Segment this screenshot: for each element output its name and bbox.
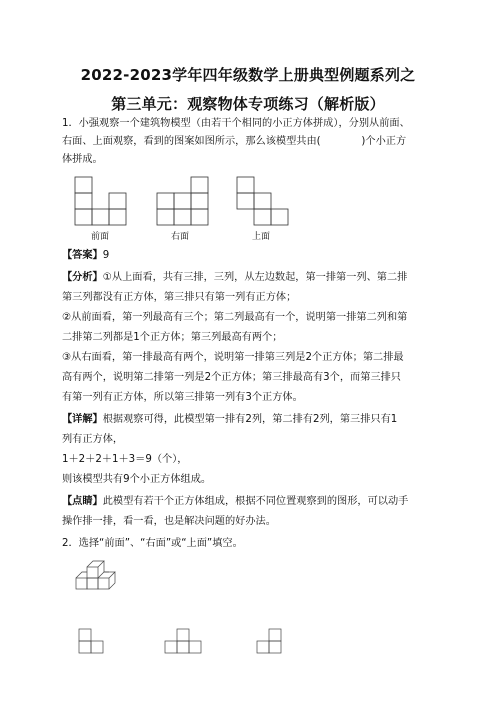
answer-tag: 【答案】 — [62, 250, 103, 261]
question-1-line-3: 体拼成。 — [62, 154, 103, 165]
tip-line-2: 操作排一排，看一看，也是解决问题的好办法。 — [62, 516, 276, 527]
top-view-caption: 上面 — [252, 232, 271, 242]
front-view-caption: 前面 — [91, 232, 110, 242]
right-view-caption: 右面 — [171, 232, 190, 242]
detail-tag: 【详解】 — [62, 414, 103, 425]
tip-text-1: 此模型有若干个正方体组成，根据不同位置观察到的图形，可以动手 — [102, 496, 409, 507]
detail-line-3: 1＋2＋2＋1＋3＝9（个）， — [62, 454, 188, 465]
tip-line-1 — [62, 493, 434, 510]
detail-line-2: 列有正方体， — [62, 434, 124, 445]
detail-text-1: 根据观察可得，此模型第一排有2列，第二排有2列，第三排只有1 — [102, 414, 398, 425]
question-2-line-1: 2．选择“前面”、“右面”或“上面”填空。 — [62, 538, 243, 549]
question-1-line-2: 右面、上面观察，看到的图案如图所示，那么该模型共由( )个小正方 — [62, 136, 407, 147]
analysis-line-5: ③从右面看，第一排最高有两个，说明第一排第三列是2个正方体；第二排最 — [62, 352, 404, 363]
view-option-c-figure — [256, 628, 296, 656]
analysis-tag: 【分析】 — [62, 272, 103, 283]
title-line-2: 第三单元：观察物体专项练习（解析版） — [111, 95, 385, 113]
front-view-figure — [74, 176, 130, 228]
answer-line — [62, 247, 434, 264]
analysis-line-7: 有第一列有正方体，所以第三排第一列有3个正方体。 — [62, 392, 303, 403]
analysis-line-6: 高有两个，说明第二排第一列是2个正方体；第三排最高有3个，而第三排只 — [62, 372, 401, 383]
detail-line-4: 则该模型共有9个小正方体组成。 — [62, 474, 212, 485]
tip-tag: 【点睛】 — [62, 496, 103, 507]
view-option-b-figure — [164, 628, 204, 656]
title-line-1: 2022-2023学年四年级数学上册典型例题系列之 — [80, 66, 416, 84]
answer-value: 9 — [102, 250, 110, 261]
analysis-line-1 — [62, 269, 434, 286]
analysis-line-4: 二排第二列都是1个正方体；第三列最高有两个； — [62, 332, 283, 343]
right-view-figure — [156, 176, 212, 228]
top-view-figure — [236, 176, 292, 228]
analysis-line-2: 第三列都没有正方体，第三排只有第一列有正方体； — [62, 292, 297, 303]
detail-line-1 — [62, 411, 434, 428]
analysis-text-1: ①从上面看，共有三排，三列，从左边数起，第一排第一列、第二排 — [102, 272, 408, 283]
view-option-a-figure — [78, 628, 118, 656]
question-1-line-1: 1．小强观察一个建筑物模型（由若干个相同的小正方体拼成），分别从前面、 — [62, 118, 410, 129]
analysis-line-3: ②从前面看，第一列最高有三个；第二列最高有一个，说明第一排第二列和第 — [62, 312, 408, 323]
cube-model-figure — [74, 556, 124, 596]
